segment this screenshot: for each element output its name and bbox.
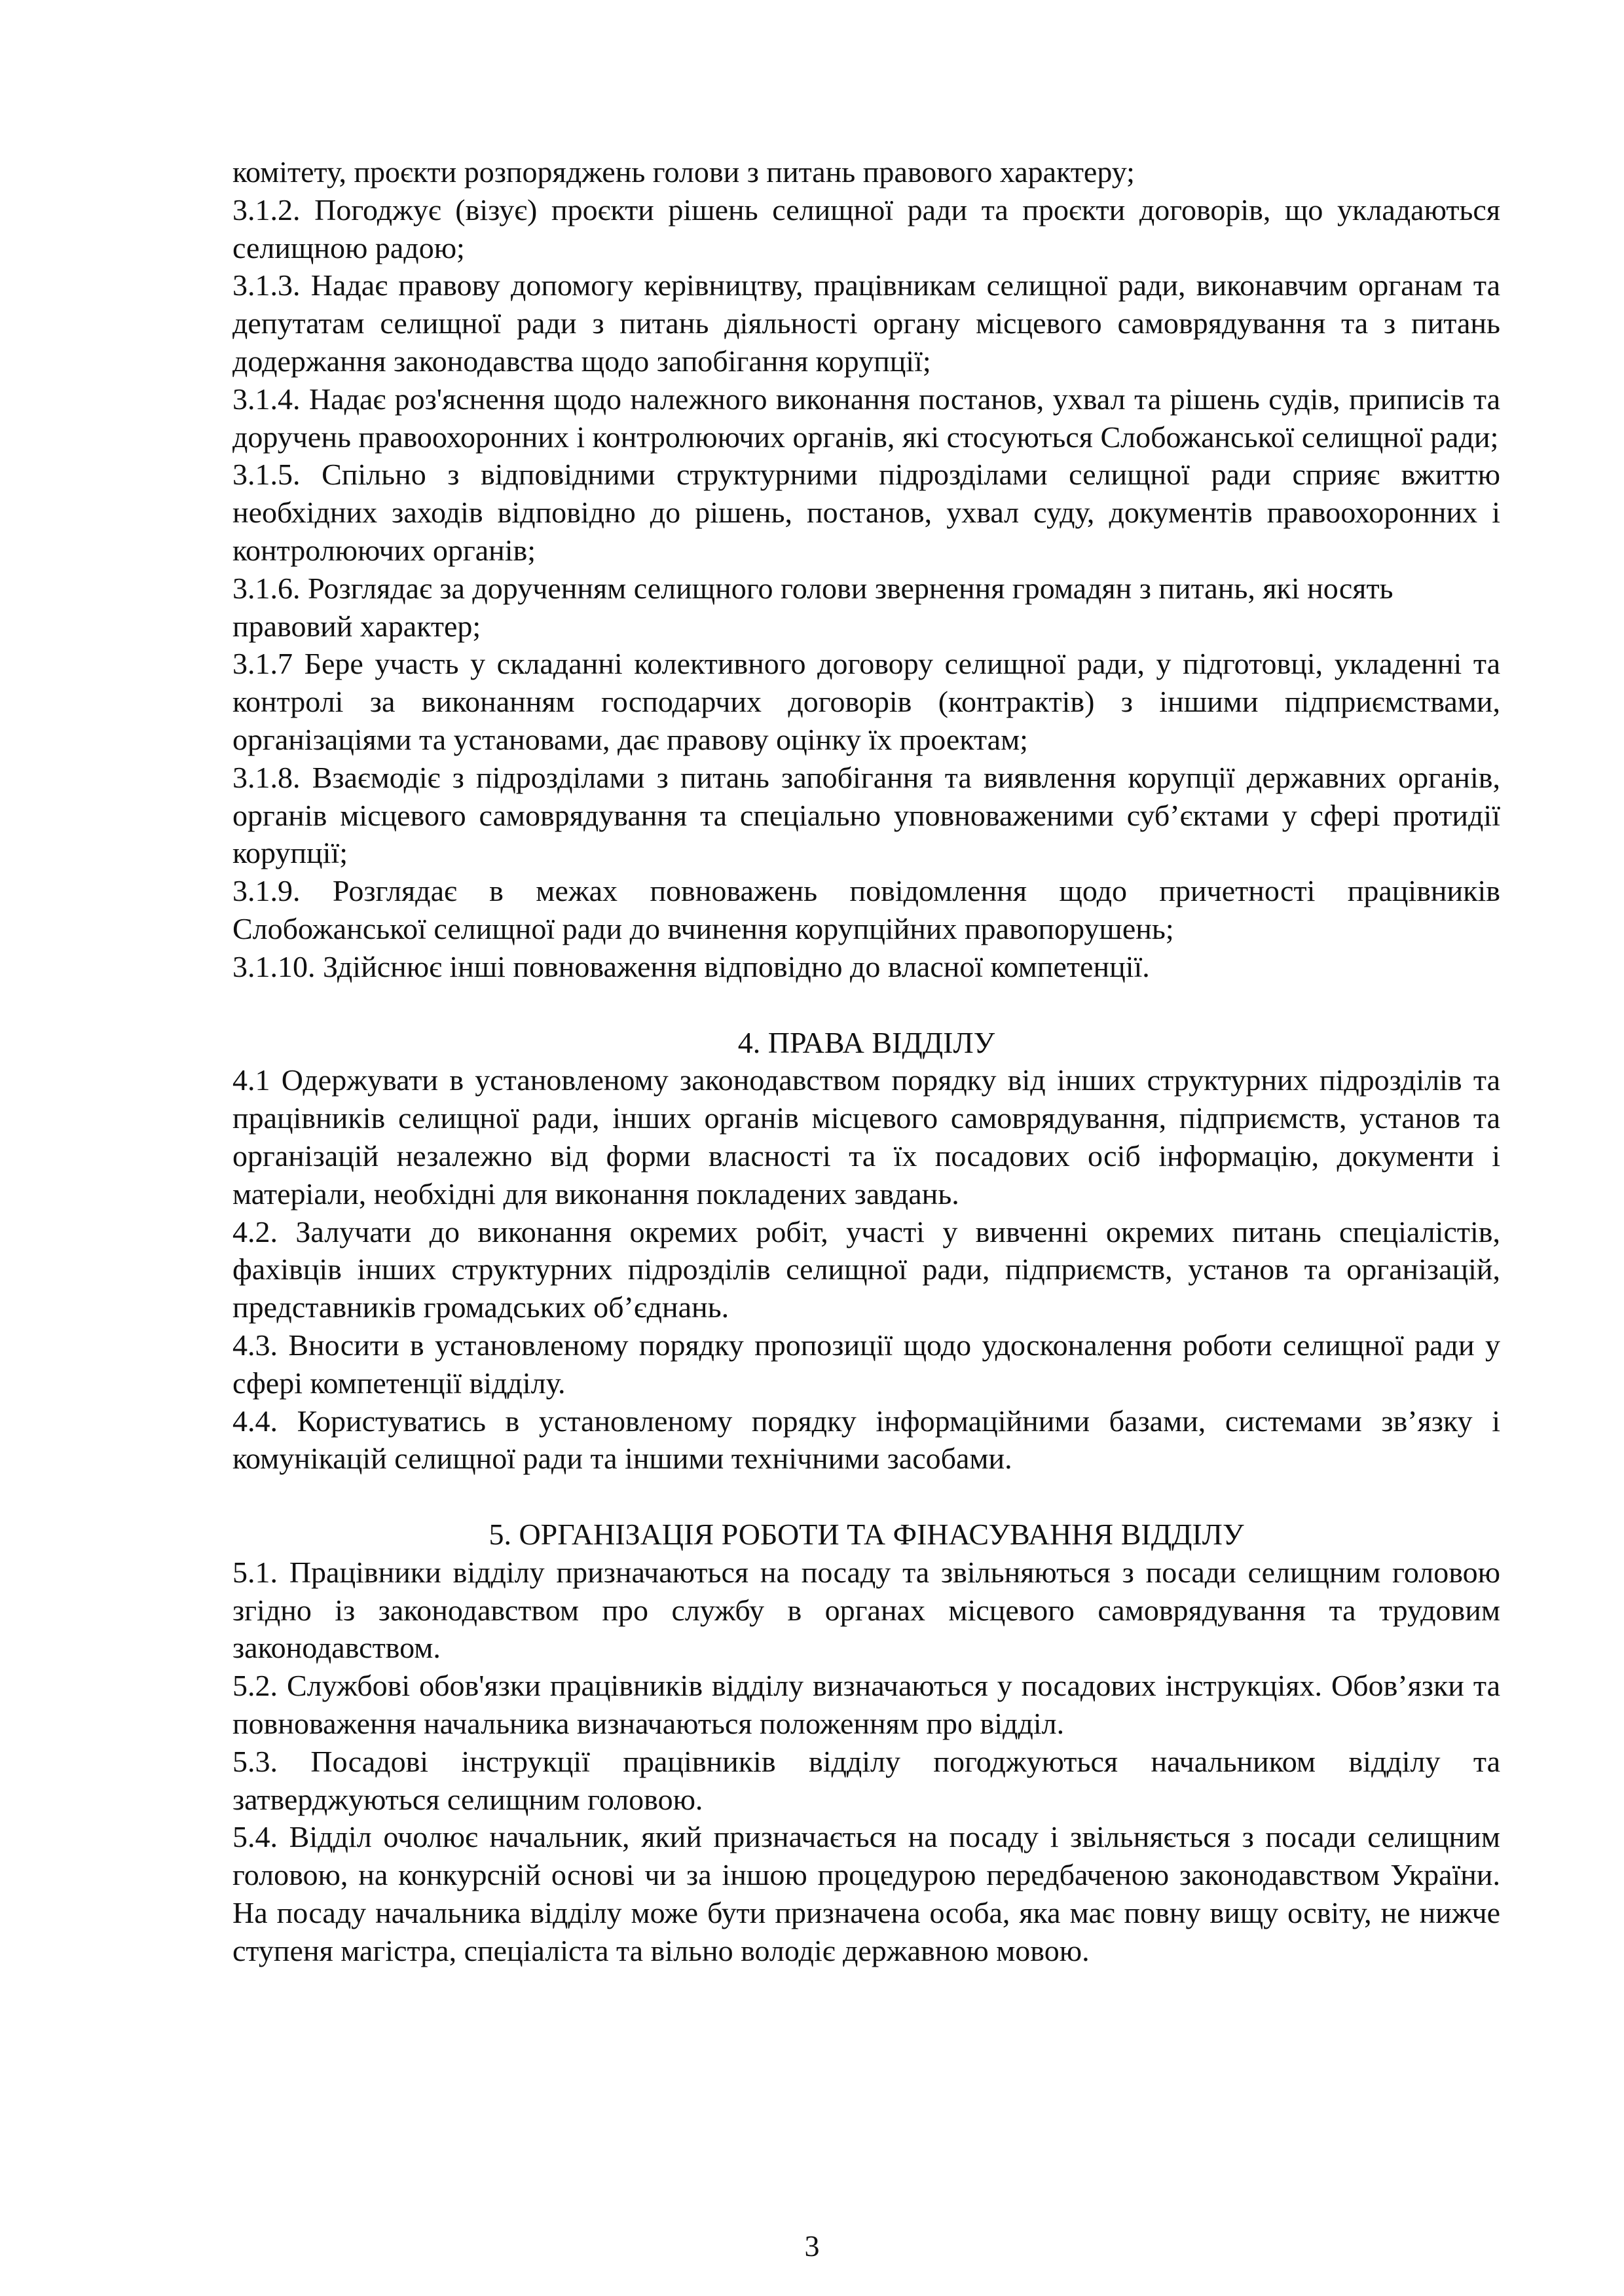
- paragraph-3-1-4: 3.1.4. Надає роз'яснення щодо належного виконання постанов, ухвал та рішень судів, приписів та доручень правоохоронних і контролюючих органів, які стосуються Слобожанської селищної ради;: [232, 382, 1500, 454]
- paragraph-3-1-6: 3.1.6. Розглядає за дорученням селищного голови звернення громадян з питань, які носять правовий характер;: [232, 571, 1393, 643]
- page-number: 3: [804, 2229, 820, 2263]
- paragraph-4-1: 4.1 Одержувати в установленому законодавством порядку від інших структурних підрозділів та працівників селищної ради, інших органів місцевого самоврядування, підприємств, установ та організацій незалежно від форми власності та їх посадових осіб інформацію, документи і матеріали, необхідні для виконання покладених завдань.: [232, 1063, 1500, 1211]
- paragraph-3-1-9: 3.1.9. Розглядає в межах повноважень повідомлення щодо причетності працівників Слобожанської селищної ради до вчинення корупційних правопорушень;: [232, 874, 1500, 945]
- section-4-heading: 4. ПРАВА ВІДДІЛУ: [737, 1025, 995, 1059]
- document-page: [232, 153, 1500, 1970]
- paragraph-5-3: 5.3. Посадові інструкції працівників відділу погоджуються начальником відділу та затверджуються селищним головою.: [232, 1744, 1500, 1816]
- paragraph-3-1-1-cont: комітету, проєкти розпоряджень голови з питань правового характеру;: [232, 155, 1135, 189]
- section-5-heading: 5. ОРГАНІЗАЦІЯ РОБОТИ ТА ФІНАСУВАННЯ ВІДДІЛУ: [489, 1518, 1244, 1552]
- paragraph-4-3: 4.3. Вносити в установленому порядку пропозиції щодо удосконалення роботи селищної ради у сфері компетенції відділу.: [232, 1328, 1500, 1400]
- paragraph-5-2: 5.2. Службові обов'язки працівників відділу визначаються у посадових інструкціях. Обов’язки та повноваження начальника визначаються положенням про відділ.: [232, 1669, 1500, 1741]
- paragraph-5-4: 5.4. Відділ очолює начальник, який призначається на посаду і звільняється з посади селищним головою, на конкурсній основі чи за іншою процедурою передбаченою законодавством України. На посаду начальника відділу може бути призначена особа, яка має повну вищу освіту, не нижче ступеня магістра, спеціаліста та вільно володіє державною мовою.: [232, 1820, 1500, 1967]
- paragraph-4-4: 4.4. Користуватись в установленому порядку інформаційними базами, системами зв’язку і комунікацій селищної ради та іншими технічними засобами.: [232, 1404, 1500, 1476]
- paragraph-3-1-3: 3.1.3. Надає правову допомогу керівництву, працівникам селищної ради, виконавчим органам та депутатам селищної ради з питань діяльності органу місцевого самоврядування та з питань додержання законодавства щодо запобігання корупції;: [232, 268, 1500, 378]
- paragraph-4-2: 4.2. Залучати до виконання окремих робіт, участі у вивченні окремих питань спеціалістів, фахівців інших структурних підрозділів селищної ради, підприємств, установ та організацій, представників громадських об’єднань.: [232, 1214, 1500, 1324]
- paragraph-3-1-5: 3.1.5. Спільно з відповідними структурними підрозділами селищної ради сприяє вжиттю необхідних заходів відповідно до рішень, постанов, ухвал суду, документів правоохоронних і контролюючих органів;: [232, 458, 1500, 567]
- paragraph-3-1-2: 3.1.2. Погоджує (візує) проєкти рішень селищної ради та проєкти договорів, що укладаються селищною радою;: [232, 192, 1500, 264]
- paragraph-3-1-7: 3.1.7 Бере участь у складанні колективного договору селищної ради, у підготовці, укладенні та контролі за виконанням господарчих договорів (контрактів) з іншими підприємствами, організаціями та установами, дає правову оцінку їх проектам;: [232, 647, 1500, 756]
- paragraph-3-1-10: 3.1.10. Здійснює інші повноваження відповідно до власної компетенції.: [232, 949, 1150, 983]
- paragraph-5-1: 5.1. Працівники відділу призначаються на посаду та звільняються з посади селищним головою згідно із законодавством про службу в органах місцевого самоврядування та трудовим законодавством.: [232, 1555, 1500, 1665]
- paragraph-3-1-8: 3.1.8. Взаємодіє з підрозділами з питань запобігання та виявлення корупції державних органів, органів місцевого самоврядування та спеціально уповноваженими суб’єктами у сфері протидії корупції;: [232, 760, 1500, 870]
